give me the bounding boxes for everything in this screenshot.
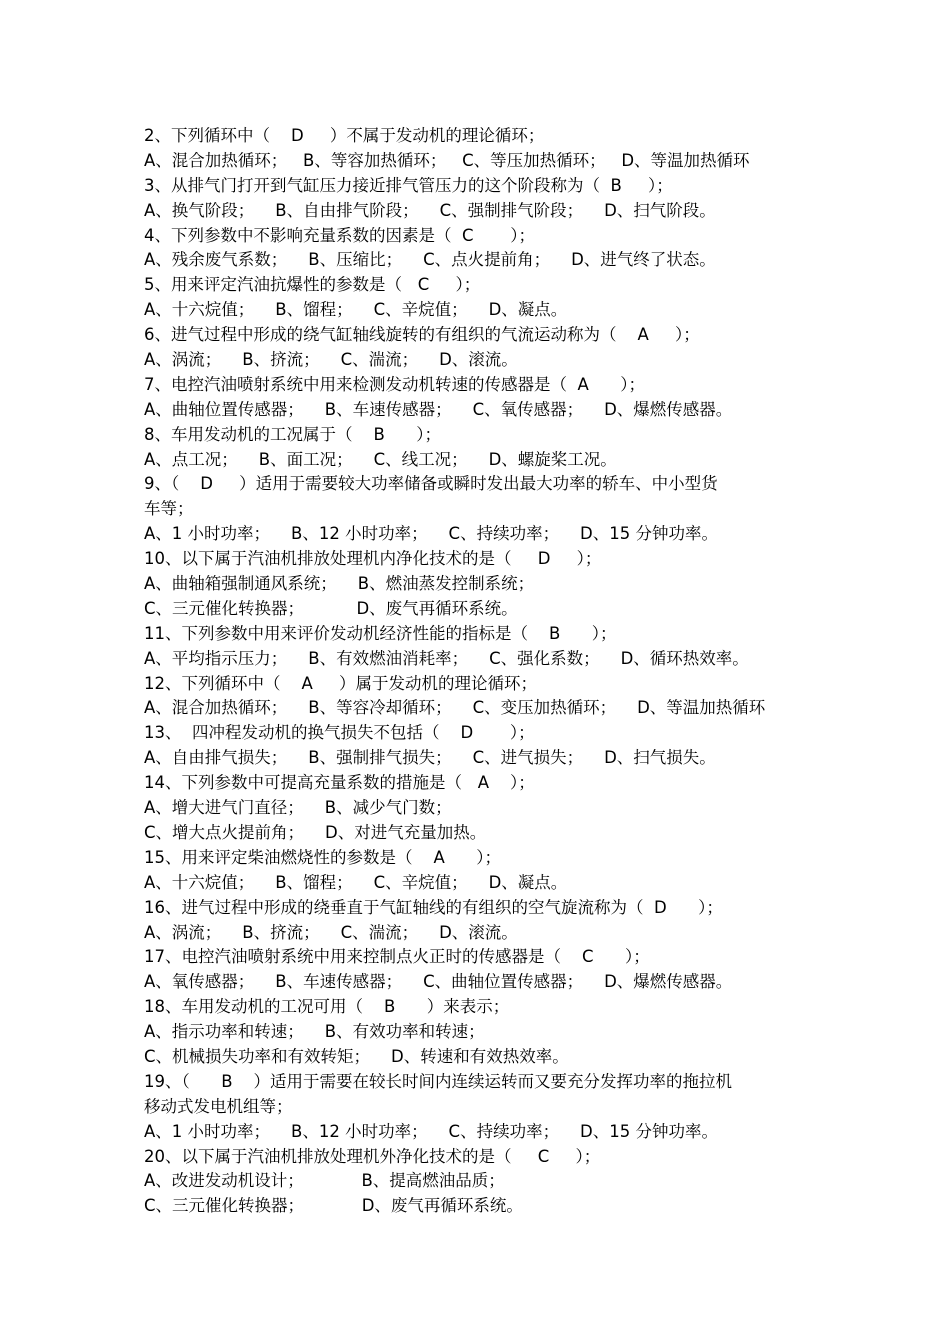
question-2-options: A、混合加热循环； B、等容加热循环； C、等压加热循环； D、等温加热循环 [144,150,750,170]
question-10-stem: 10、以下属于汽油机排放处理机内净化技术的是（ D ）； [144,549,602,569]
question-list [144,124,824,1219]
question-9-stem-continued: 车等； [144,499,194,519]
question-5-options: A、十六烷值； B、馏程； C、辛烷值； D、凝点。 [144,300,568,320]
question-19-options: A、1 小时功率； B、12 小时功率； C、持续功率； D、15 分钟功率。 [144,1121,718,1141]
question-9-options: A、1 小时功率； B、12 小时功率； C、持续功率； D、15 分钟功率。 [144,524,718,544]
question-13-options: A、自由排气损失； B、强制排气损失； C、进气损失； D、扫气损失。 [144,748,716,768]
question-5-stem: 5、用来评定汽油抗爆性的参数是（ C ）； [144,275,481,295]
question-12-stem: 12、下列循环中（ A ）属于发动机的理论循环； [144,673,537,693]
question-11-options: A、平均指示压力； B、有效燃油消耗率； C、强化系数； D、循环热效率。 [144,648,749,668]
question-4-options: A、残余废气系数； B、压缩比； C、点火提前角； D、进气终了状态。 [144,250,716,270]
question-2-stem: 2、下列循环中（ D ）不属于发动机的理论循环； [144,126,545,145]
question-16-options: A、涡流； B、挤流； C、湍流； D、滚流。 [144,922,518,942]
question-6-stem: 6、进气过程中形成的绕气缸轴线旋转的有组织的气流运动称为（ A ）； [144,325,700,345]
question-20-stem: 20、以下属于汽油机排放处理机外净化技术的是（ C ）； [144,1146,601,1166]
question-19-stem: 19、（ B ）适用于需要在较长时间内连续运转而又要充分发挥功率的拖拉机 [144,1071,733,1091]
question-8-options: A、点工况； B、面工况； C、线工况； D、螺旋桨工况。 [144,449,617,469]
question-7-stem: 7、电控汽油喷射系统中用来检测发动机转速的传感器是（ A ）； [144,374,645,394]
question-19-stem-continued: 移动式发电机组等； [144,1096,293,1116]
question-15-stem: 15、用来评定柴油燃烧性的参数是（ A ）； [144,847,501,867]
question-3-options: A、换气阶段； B、自由排气阶段； C、强制排气阶段； D、扫气阶段。 [144,200,716,220]
question-12-options: A、混合加热循环； B、等容冷却循环； C、变压加热循环； D、等温加热循环 [144,698,766,718]
question-9-stem: 9、（ D ）适用于需要较大功率储备或瞬时发出最大功率的轿车、中小型货 [144,474,718,494]
question-20-options-cd: C、三元催化转换器； D、废气再循环系统。 [144,1196,523,1216]
question-14-options-ab: A、增大进气门直径； B、减少气门数； [144,798,452,818]
question-15-options: A、十六烷值； B、馏程； C、辛烷值； D、凝点。 [144,872,568,892]
question-13-stem: 13、 四冲程发动机的换气损失不包括（ D ）； [144,723,535,743]
question-14-stem: 14、下列参数中可提高充量系数的措施是（ A ）； [144,773,535,793]
question-18-stem: 18、车用发动机的工况可用（ B ）来表示； [144,997,510,1017]
question-7-options: A、曲轴位置传感器； B、车速传感器； C、氧传感器； D、爆燃传感器。 [144,399,733,419]
question-6-options: A、涡流； B、挤流； C、湍流； D、滚流。 [144,350,518,370]
question-18-options-cd: C、机械损失功率和有效转矩； D、转速和有效热效率。 [144,1046,569,1066]
question-11-stem: 11、下列参数中用来评价发动机经济性能的指标是（ B ）； [144,623,617,643]
question-17-stem: 17、电控汽油喷射系统中用来控制点火正时的传感器是（ C ）； [144,947,650,967]
question-20-options-ab: A、改进发动机设计； B、提高燃油品质； [144,1171,505,1191]
question-10-options-ab: A、曲轴箱强制通风系统； B、燃油蒸发控制系统； [144,574,535,594]
question-18-options-ab: A、指示功率和转速； B、有效功率和转速； [144,1022,485,1042]
question-3-stem: 3、从排气门打开到气缸压力接近排气管压力的这个阶段称为（ B ）； [144,175,673,195]
question-4-stem: 4、下列参数中不影响充量系数的因素是（ C ）； [144,225,535,245]
question-17-options: A、氧传感器； B、车速传感器； C、曲轴位置传感器； D、爆燃传感器。 [144,972,733,992]
question-8-stem: 8、车用发动机的工况属于（ B ）； [144,424,442,444]
question-16-stem: 16、进气过程中形成的绕垂直于气缸轴线的有组织的空气旋流称为（ D ）； [144,897,723,917]
question-10-options-cd: C、三元催化转换器； D、废气再循环系统。 [144,598,518,618]
question-14-options-cd: C、增大点火提前角； D、对进气充量加热。 [144,822,487,842]
